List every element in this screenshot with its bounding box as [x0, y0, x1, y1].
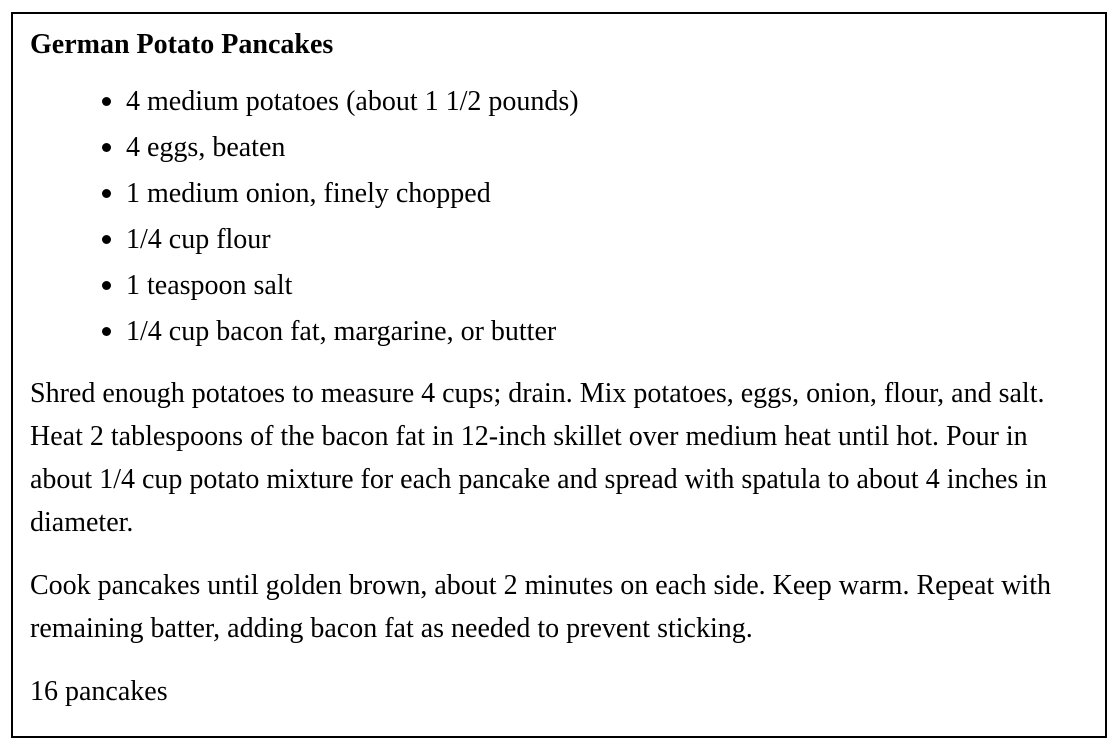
recipe-card — [11, 12, 1107, 738]
recipe-title: German Potato Pancakes — [30, 29, 334, 60]
ingredient-item: • 1 teaspoon salt — [126, 262, 1105, 308]
ingredient-list — [30, 78, 1105, 354]
directions-paragraph: Cook pancakes until golden brown, about 2 minutes on each side. Keep warm. Repeat with remaining batter, adding bacon fat as needed to prevent sticking. — [30, 570, 1051, 644]
ingredient-item: • 1/4 cup flour — [126, 216, 1105, 262]
ingredient-item: • 4 eggs, beaten — [126, 124, 1105, 170]
recipe-yield: 16 pancakes — [30, 676, 168, 707]
ingredient-item: • 1 medium onion, finely chopped — [126, 170, 1105, 216]
ingredient-item: • 1/4 cup bacon fat, margarine, or butter — [126, 308, 1105, 354]
directions-paragraph: Shred enough potatoes to measure 4 cups; drain. Mix potatoes, eggs, onion, flour, and salt. Heat 2 tablespoons of the bacon fat in 12-inch skillet over medium heat until hot. Pour in about 1/4 cup potato mixture for each pancake and spread with spatula to about 4 inches in diameter. — [30, 378, 1048, 538]
ingredient-item: • 4 medium potatoes (about 1 1/2 pounds) — [126, 78, 1105, 124]
